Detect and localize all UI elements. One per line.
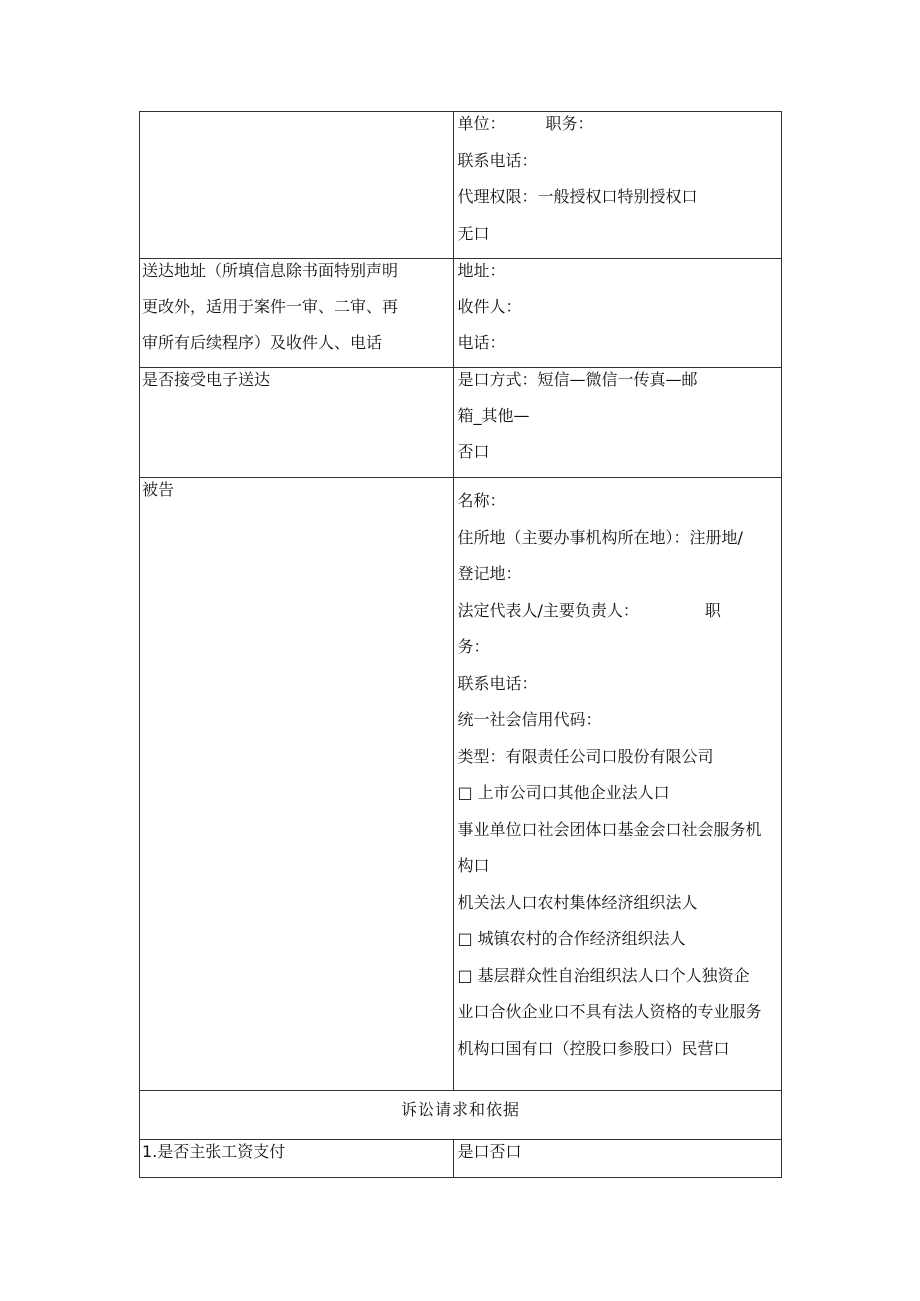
agent-none-line: 无口 [457,223,490,243]
agent-unit-line [454,112,781,149]
defendant-type-line: 类型：有限责任公司口股份有限公司 [457,746,714,766]
defendant-row [140,478,782,1091]
delivery-address-right-cell [454,259,782,368]
electronic-delivery-option-line: 是口方式：短信—微信一传真—邮 [457,370,698,389]
defendant-representative-label: 法定代表人/主要负责人： [457,600,639,620]
defendant-type-line: 机关法人口农村集体经济组织法人 [457,892,698,912]
delivery-address-text-line: 送达地址（所填信息除书面特别声明 [142,261,399,280]
agent-authority-line: 代理权限：一般授权口特别授权口 [457,187,698,206]
electronic-delivery-option-line: 否口 [457,442,490,461]
defendant-type-line: 业口合伙企业口不具有法人资格的专业服务 [457,1002,762,1021]
complaint-form-table [139,111,782,1178]
delivery-address-row [140,259,782,368]
agent-phone-line: 联系电话： [457,150,538,170]
electronic-delivery-question: 是否接受电子送达 [142,370,271,389]
defendant-type-line: □ 上市公司口其他企业法人口 [457,783,670,802]
delivery-address-left-cell [140,259,454,368]
agent-right-cell [454,112,782,259]
defendant-phone-line: 联系电话： [457,673,538,693]
agent-unit-label: 单位： [457,114,506,133]
defendant-position-continuation: 务： [457,637,490,656]
defendant-name-line: 名称： [457,491,506,510]
defendant-registration-line: 登记地： [457,564,522,583]
agent-row [140,112,782,259]
defendant-type-line: □ 城镇农村的合作经济组织法人 [457,929,686,948]
defendant-left-cell [140,478,454,1091]
wage-claim-left-cell [140,1140,454,1178]
delivery-address-text-line: 更改外，适用于案件一审、二审、再 [142,297,399,316]
defendant-type-line: 事业单位口社会团体口基金会口社会服务机 [457,819,762,839]
electronic-delivery-row [140,368,782,478]
defendant-domicile-line: 住所地（主要办事机构所在地）：注册地/ [457,527,743,547]
defendant-type-line: □ 基层群众性自治组织法人口个人独资企 [457,965,750,985]
defendant-right-cell [454,478,782,1091]
wage-claim-right-cell [454,1140,782,1178]
defendant-position-label: 职 [704,600,721,620]
wage-claim-options: 是口否口 [457,1142,522,1161]
defendant-type-line: 机构口国有口（控股口参股口）民营口 [457,1038,730,1058]
recipient-label: 收件人： [457,297,522,316]
claims-section-heading: 诉讼请求和依据 [140,1091,782,1140]
recipient-phone-label: 电话： [457,333,506,352]
electronic-delivery-left-cell [140,368,454,478]
electronic-delivery-right-cell [454,368,782,478]
claims-heading-row [140,1091,782,1140]
wage-claim-row [140,1140,782,1178]
defendant-type-line: 构口 [457,856,490,875]
wage-claim-question: 1.是否主张工资支付 [142,1142,286,1161]
address-label: 地址： [457,261,506,280]
agent-position-label: 职务： [545,114,594,133]
agent-left-cell [140,112,454,259]
defendant-credit-code-line: 统一社会信用代码： [457,710,602,729]
defendant-representative-line [454,599,781,636]
delivery-address-text-line: 审所有后续程序）及收件人、电话 [142,333,383,352]
electronic-delivery-option-line: 箱_其他— [457,406,530,425]
defendant-label: 被告 [142,480,175,499]
